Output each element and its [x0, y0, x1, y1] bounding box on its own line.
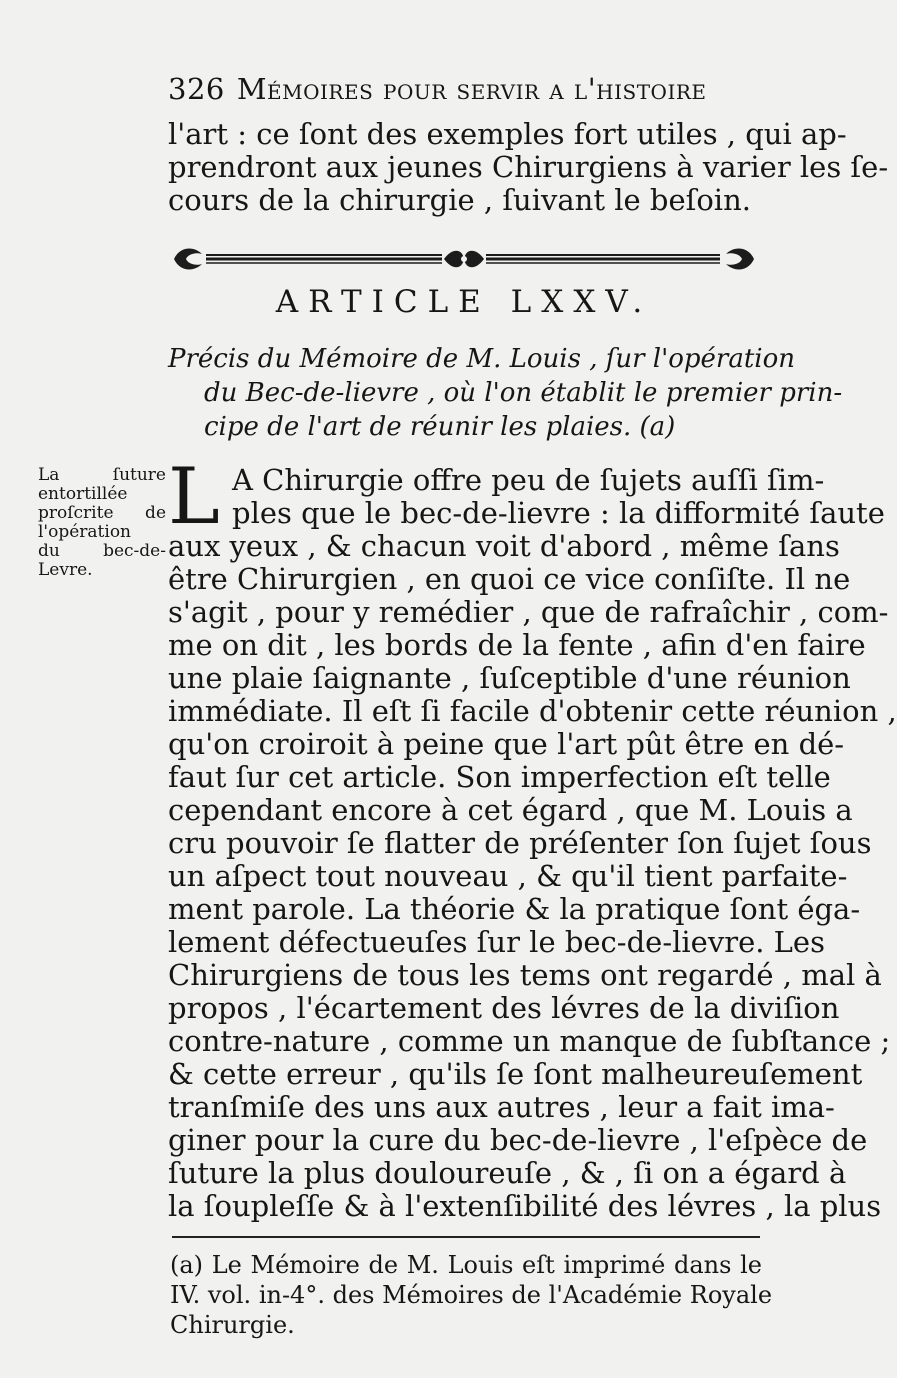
body-line: Chirurgiens de tous les tems ont regardé , mal à — [168, 958, 882, 992]
margin-note-line: du bec-de- — [38, 541, 166, 561]
body-line: propos , l'écartement des lévres de la diviſion — [168, 991, 840, 1025]
page-number: 326 — [168, 72, 225, 106]
footnote-rule — [172, 1236, 760, 1238]
continued-paragraph — [168, 117, 889, 217]
margin-note-line: proſcrite de — [38, 503, 166, 523]
subtitle-line: cipe de l'art de réunir les plaies. (a) — [204, 412, 676, 442]
drop-cap: L — [168, 452, 220, 542]
footnote-line: Chirurgie. — [170, 1311, 295, 1339]
body-line: un aſpect tout nouveau , & qu'il tient parfaite- — [168, 859, 848, 893]
body-line: contre-nature , comme un manque de ſubſtance ; — [168, 1024, 891, 1058]
body-line: cependant encore à cet égard , que M. Louis a — [168, 793, 853, 827]
body-line: A Chirurgie offre peu de ſujets auſſi ſim- — [232, 463, 825, 497]
body-paragraph — [168, 452, 897, 1223]
footnote-line: IV. vol. in-4°. des Mémoires de l'Académie Royale — [170, 1281, 773, 1309]
body-line: lement défectueuſes ſur le bec-de-lievre. Les — [168, 925, 825, 959]
body-line: faut ſur cet article. Son imperfection eſt telle — [168, 760, 831, 794]
body-line: aux yeux , & chacun voit d'abord , même ſans — [168, 529, 840, 563]
subtitle-line: Précis du Mémoire de M. Louis , ſur l'opération — [168, 344, 796, 374]
body-line: qu'on croiroit à peine que l'art pût être en dé- — [168, 727, 845, 761]
body-line: me on dit , les bords de la fente , afin d'en faire — [168, 628, 866, 662]
margin-note-line: l'opération — [38, 522, 132, 542]
text-line: prendront aux jeunes Chirurgiens à varier les ſe- — [168, 150, 889, 184]
body-line: cru pouvoir ſe flatter de préſenter ſon ſujet ſous — [168, 826, 872, 860]
body-line: giner pour la cure du bec-de-lievre , l'eſpèce de — [168, 1123, 868, 1157]
body-line: une plaie ſaignante , ſuſceptible d'une réunion — [168, 661, 851, 695]
ornament-divider — [172, 244, 756, 274]
article-subtitle — [168, 342, 843, 444]
text-line: cours de la chirurgie , ſuivant le beſoin. — [168, 183, 751, 217]
running-header — [168, 72, 728, 106]
margin-note-line: La ſuture — [38, 465, 166, 485]
body-line: immédiate. Il eſt ſi facile d'obtenir cette réunion , — [168, 694, 897, 728]
body-line: la ſoupleſſe & à l'extenſibilité des lévres , la plus — [168, 1189, 882, 1223]
body-line: être Chirurgien , en quoi ce vice conſiſte. Il ne — [168, 562, 851, 596]
body-line: s'agit , pour y remédier , que de rafraîchir , com- — [168, 595, 889, 629]
footnote-line: (a) Le Mémoire de M. Louis eſt imprimé dans le — [170, 1251, 762, 1279]
subtitle-line: du Bec-de-lievre , où l'on établit le premier prin- — [204, 378, 843, 408]
article-title: ARTICLE LXXV. — [275, 284, 653, 320]
margin-note-line: Levre. — [38, 560, 93, 580]
text-line: l'art : ce ſont des exemples fort utiles , qui ap- — [168, 117, 847, 151]
body-line: ſuture la plus douloureuſe , & , ſi on a égard à — [168, 1156, 847, 1190]
body-line: & cette erreur , qu'ils ſe ſont malheureuſement — [168, 1057, 863, 1091]
running-title: Mémoires pour servir a l'histoire — [236, 72, 707, 106]
margin-note-line: entortillée — [38, 484, 128, 504]
body-line: tranſmiſe des uns aux autres , leur a fait ima- — [168, 1090, 835, 1124]
footnote — [170, 1250, 773, 1340]
body-line: ment parole. La théorie & la pratique ſont éga- — [168, 892, 861, 926]
body-line: ples que le bec-de-lievre : la difformité ſaute — [232, 496, 885, 530]
margin-note — [38, 466, 166, 580]
